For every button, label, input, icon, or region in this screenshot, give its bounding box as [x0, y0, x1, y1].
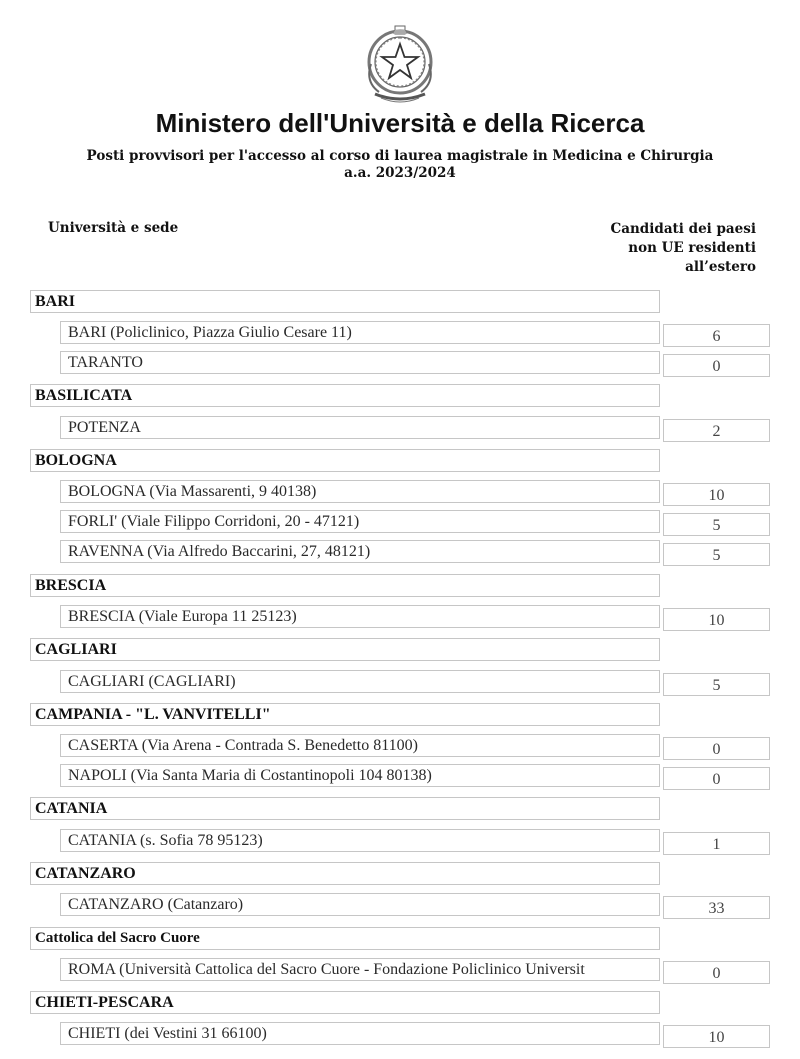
site-value-napoli: 0	[663, 767, 770, 790]
group-row-brescia: BRESCIA	[30, 574, 660, 597]
site-row-catanzaro: CATANZARO (Catanzaro)	[60, 893, 660, 916]
site-value-taranto: 0	[663, 354, 770, 377]
ministry-title: Ministero dell'Università e della Ricerca	[155, 108, 645, 138]
column-header-candidates	[566, 220, 756, 277]
site-value-bologna: 10	[663, 483, 770, 506]
column-header-candidates-line1: Candidati dei paesi	[610, 221, 756, 237]
column-header-candidates-line2: non UE residenti	[628, 240, 756, 256]
group-row-catania: CATANIA	[30, 797, 660, 820]
site-value-roma-cattolica: 0	[663, 961, 770, 984]
site-row-bari-policlinico: BARI (Policlinico, Piazza Giulio Cesare 11)	[60, 321, 660, 344]
site-row-cagliari: CAGLIARI (CAGLIARI)	[60, 670, 660, 693]
site-row-napoli: NAPOLI (Via Santa Maria di Costantinopoli 104 80138)	[60, 764, 660, 787]
group-row-basilicata: BASILICATA	[30, 384, 660, 407]
site-value-catania: 1	[663, 832, 770, 855]
site-row-forli: FORLI' (Viale Filippo Corridoni, 20 - 47121)	[60, 510, 660, 533]
site-row-chieti: CHIETI (dei Vestini 31 66100)	[60, 1022, 660, 1045]
column-header-university: Università e sede	[48, 220, 179, 236]
site-value-brescia: 10	[663, 608, 770, 631]
site-value-catanzaro: 33	[663, 896, 770, 919]
site-value-caserta: 0	[663, 737, 770, 760]
site-value-cagliari: 5	[663, 673, 770, 696]
group-row-cattolica-sacro-cuore: Cattolica del Sacro Cuore	[30, 927, 660, 950]
site-value-forli: 5	[663, 513, 770, 536]
site-value-ravenna: 5	[663, 543, 770, 566]
subtitle-course: Posti provvisori per l'accesso al corso di laurea magistrale in Medicina e Chirurgia	[86, 148, 714, 164]
group-row-catanzaro: CATANZARO	[30, 862, 660, 885]
group-row-bologna: BOLOGNA	[30, 449, 660, 472]
site-row-potenza: POTENZA	[60, 416, 660, 439]
site-row-caserta: CASERTA (Via Arena - Contrada S. Benedetto 81100)	[60, 734, 660, 757]
group-row-campania-vanvitelli: CAMPANIA - "L. VANVITELLI"	[30, 703, 660, 726]
site-value-bari-policlinico: 6	[663, 324, 770, 347]
site-value-potenza: 2	[663, 419, 770, 442]
subtitle-academic-year: a.a. 2023/2024	[344, 165, 456, 181]
italy-emblem-icon	[359, 24, 441, 108]
site-value-chieti: 10	[663, 1025, 770, 1048]
site-row-catania: CATANIA (s. Sofia 78 95123)	[60, 829, 660, 852]
group-row-cagliari: CAGLIARI	[30, 638, 660, 661]
site-row-bologna: BOLOGNA (Via Massarenti, 9 40138)	[60, 480, 660, 503]
group-row-bari: BARI	[30, 290, 660, 313]
column-header-candidates-line3: all’estero	[685, 259, 756, 275]
group-row-chieti-pescara: CHIETI-PESCARA	[30, 991, 660, 1014]
page-subtitle	[0, 148, 800, 182]
site-row-ravenna: RAVENNA (Via Alfredo Baccarini, 27, 48121)	[60, 540, 660, 563]
site-row-taranto: TARANTO	[60, 351, 660, 374]
site-row-roma-cattolica: ROMA (Università Cattolica del Sacro Cuore - Fondazione Policlinico Universit	[60, 958, 660, 981]
site-row-brescia: BRESCIA (Viale Europa 11 25123)	[60, 605, 660, 628]
